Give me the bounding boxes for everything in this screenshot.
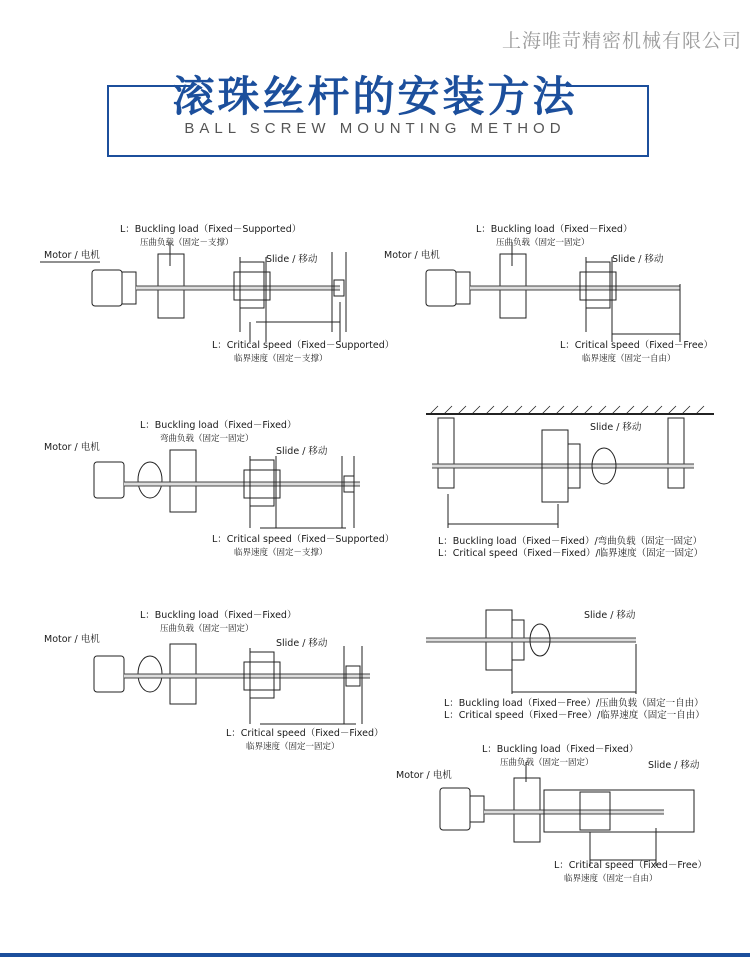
critical-speed-cn: 临界速度（固定一自由）: [564, 874, 658, 884]
motor-label: Motor / 电机: [384, 250, 440, 261]
slide-label: Slide / 移动: [276, 638, 328, 649]
motor-label: Motor / 电机: [44, 250, 100, 261]
critical-speed-label: L：Critical speed（Fixed－Supported）: [212, 534, 395, 545]
critical-speed-cn: 临界速度（固定一自由）: [582, 354, 676, 364]
slide-label: Slide / 移动: [590, 422, 642, 433]
critical-speed-label: L：Critical speed（Fixed－Free）: [554, 860, 708, 871]
critical-speed-label: L：Critical speed（Fixed－Supported）: [212, 340, 395, 351]
diagram-fixed-fixed-ceiling: [424, 404, 720, 564]
slide-label: Slide / 移动: [612, 254, 664, 265]
critical-speed-cn: 临界速度（固定一固定）: [246, 742, 340, 752]
motor-label: Motor / 电机: [396, 770, 452, 781]
slide-label: Slide / 移动: [276, 446, 328, 457]
buckling-load-cn: 压曲负载（固定一固定）: [496, 238, 590, 248]
critical-speed-label: L：Critical speed（Fixed－Free）/临界速度（固定一自由）: [444, 710, 705, 721]
buckling-load-label: L：Buckling load（Fixed－Supported）: [120, 224, 302, 235]
diagram-fixed-supported-1: [40, 222, 395, 372]
critical-speed-label: L：Critical speed（Fixed－Fixed）: [226, 728, 384, 739]
company-name: 上海唯苛精密机械有限公司: [501, 30, 742, 52]
buckling-load-cn: 压曲负载（固定－支撑）: [140, 238, 234, 248]
slide-label: Slide / 移动: [266, 254, 318, 265]
buckling-load-label: L：Buckling load（Fixed－Fixed）/弯曲负载（固定一固定）: [438, 536, 703, 547]
buckling-load-cn: 压曲负载（固定一固定）: [160, 624, 254, 634]
critical-speed-label: L：Critical speed（Fixed－Free）: [560, 340, 714, 351]
screw-drawing: [424, 404, 720, 534]
diagram-fixed-free-3: [394, 742, 724, 892]
slide-label: Slide / 移动: [648, 760, 700, 771]
diagram-fixed-free-1: [380, 222, 720, 372]
diagram-fixed-fixed-1: [40, 606, 390, 756]
bottom-accent-bar: [0, 953, 750, 957]
page-subtitle: BALL SCREW MOUNTING METHOD: [184, 120, 566, 137]
buckling-load-label: L：Buckling load（Fixed－Fixed）: [140, 420, 297, 431]
critical-speed-cn: 临界速度（固定－支撑）: [234, 548, 328, 558]
slide-label: Slide / 移动: [584, 610, 636, 621]
buckling-load-cn: 弯曲负载（固定一固定）: [160, 434, 254, 444]
buckling-load-label: L：Buckling load（Fixed－Free）/压曲负载（固定一自由）: [444, 698, 704, 709]
diagram-fixed-free-2: [424, 604, 720, 724]
page-title: 滚珠丝杆的安装方法: [172, 72, 578, 121]
buckling-load-label: L：Buckling load（Fixed－Fixed）: [140, 610, 297, 621]
critical-speed-label: L：Critical speed（Fixed－Fixed）/临界速度（固定一固定）: [438, 548, 704, 559]
screw-drawing: [424, 604, 720, 694]
motor-label: Motor / 电机: [44, 442, 100, 453]
diagram-fixed-supported-2: [40, 416, 395, 566]
buckling-load-cn: 压曲负载（固定一固定）: [500, 758, 594, 768]
buckling-load-label: L：Buckling load（Fixed－Fixed）: [482, 744, 639, 755]
buckling-load-label: L：Buckling load（Fixed－Fixed）: [476, 224, 633, 235]
motor-label: Motor / 电机: [44, 634, 100, 645]
critical-speed-cn: 临界速度（固定－支撑）: [234, 354, 328, 364]
